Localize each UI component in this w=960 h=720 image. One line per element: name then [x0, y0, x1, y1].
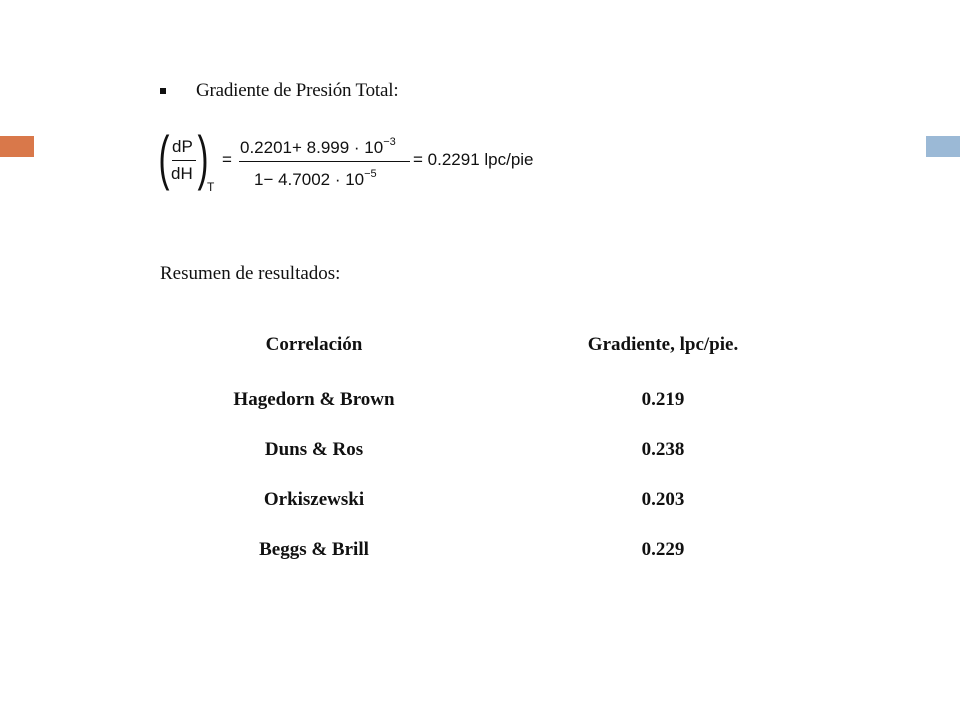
table-cell-gradient: 0.219 [641, 389, 685, 410]
formula-result: = 0.2291 lpc/pie [413, 150, 534, 169]
table-cell-correlation: Hagedorn & Brown [233, 389, 395, 410]
rhs-numerator [240, 136, 396, 158]
accent-bar-left [0, 136, 34, 157]
accent-bar-right [926, 136, 960, 157]
section-heading: Gradiente de Presión Total: [196, 80, 399, 101]
heading-row [160, 78, 398, 104]
rhs-numerator-exponent: −3 [383, 136, 396, 148]
table-cell-gradient: 0.238 [641, 439, 685, 460]
table-cell-gradient: 0.229 [641, 539, 685, 560]
table-cell-correlation: Orkiszewski [263, 489, 365, 510]
rhs-denominator-base: 1− 4.7002 · 10 [254, 170, 365, 189]
rhs-denominator-exponent: −5 [364, 168, 377, 180]
left-paren: ( [158, 124, 170, 191]
rhs-denominator [254, 168, 377, 190]
bullet-icon [160, 88, 166, 94]
rhs-fraction-line [239, 161, 410, 162]
equals-sign: = [222, 150, 232, 169]
table-cell-correlation: Duns & Ros [264, 439, 364, 460]
lhs-denominator: dH [171, 164, 193, 183]
lhs-subscript: T [207, 180, 215, 194]
pressure-gradient-formula [160, 124, 580, 204]
lhs-fraction-line [172, 160, 196, 161]
table-header-correlation: Correlación [265, 334, 363, 355]
lhs-numerator: dP [172, 137, 193, 156]
right-paren: ) [197, 124, 209, 191]
table-cell-correlation: Beggs & Brill [259, 539, 369, 560]
table-cell-gradient: 0.203 [641, 489, 685, 510]
rhs-numerator-base: 0.2201+ 8.999 · 10 [240, 138, 384, 157]
table-header-gradient: Gradiente, lpc/pie. [587, 334, 739, 355]
summary-title: Resumen de resultados: [160, 263, 341, 284]
